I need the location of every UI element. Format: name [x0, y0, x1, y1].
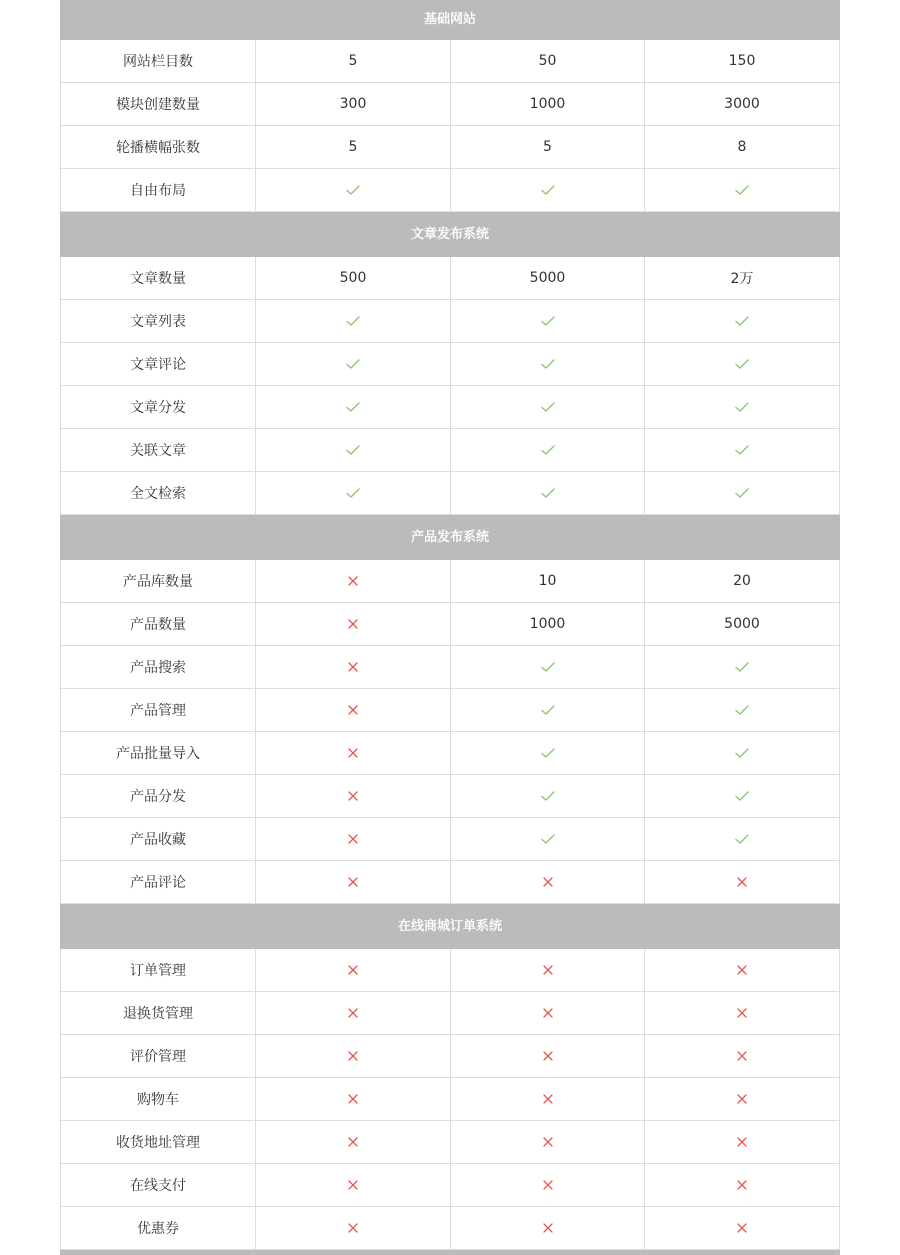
plan-cell [255, 861, 450, 903]
plan-cell [644, 1035, 840, 1077]
plan-value: 10 [450, 560, 644, 602]
check-icon [345, 313, 361, 329]
feature-label: 产品数量 [60, 603, 255, 645]
plan-cell [644, 169, 840, 211]
feature-label: 产品分发 [60, 775, 255, 817]
plan-cell [644, 646, 840, 688]
plan-cell [450, 732, 644, 774]
table-row [60, 429, 840, 472]
cross-icon [540, 1177, 556, 1193]
table-row [60, 1121, 840, 1164]
feature-label: 轮播横幅张数 [60, 126, 255, 168]
plan-cell [255, 1121, 450, 1163]
feature-label: 全文检索 [60, 472, 255, 514]
table-row [60, 1035, 840, 1078]
plan-cell [644, 1078, 840, 1120]
plan-cell [450, 1078, 644, 1120]
check-icon [540, 182, 556, 198]
cross-icon [540, 1134, 556, 1150]
plan-cell [255, 949, 450, 991]
feature-label: 模块创建数量 [60, 83, 255, 125]
section-header: 产品发布系统 [60, 515, 840, 560]
table-row [60, 775, 840, 818]
check-icon [734, 442, 750, 458]
feature-label: 文章分发 [60, 386, 255, 428]
plan-cell [450, 992, 644, 1034]
feature-label: 自由布局 [60, 169, 255, 211]
check-icon [540, 831, 556, 847]
plan-cell [255, 818, 450, 860]
table-row [60, 646, 840, 689]
plan-value: 20 [644, 560, 840, 602]
plan-cell [450, 1207, 644, 1249]
feature-label: 文章数量 [60, 257, 255, 299]
check-icon [734, 831, 750, 847]
cross-icon [734, 874, 750, 890]
plan-value: 50 [450, 40, 644, 82]
check-icon [540, 745, 556, 761]
plan-cell [255, 732, 450, 774]
cross-icon [540, 1048, 556, 1064]
check-icon [540, 399, 556, 415]
plan-cell [255, 343, 450, 385]
check-icon [734, 182, 750, 198]
table-row [60, 861, 840, 904]
plan-cell [255, 1078, 450, 1120]
check-icon [345, 485, 361, 501]
plan-value: 500 [255, 257, 450, 299]
check-icon [540, 356, 556, 372]
cross-icon [345, 745, 361, 761]
check-icon [734, 485, 750, 501]
table-row [60, 343, 840, 386]
plan-cell [450, 386, 644, 428]
plan-cell [255, 429, 450, 471]
plan-cell [450, 300, 644, 342]
table-row [60, 472, 840, 515]
cross-icon [734, 1005, 750, 1021]
section-header: 文章发布系统 [60, 212, 840, 257]
table-row [60, 386, 840, 429]
plan-value: 5 [255, 126, 450, 168]
plan-cell [450, 646, 644, 688]
check-icon [734, 745, 750, 761]
check-icon [345, 399, 361, 415]
feature-label: 评价管理 [60, 1035, 255, 1077]
plan-cell [255, 169, 450, 211]
cross-icon [540, 1005, 556, 1021]
plan-cell [644, 472, 840, 514]
cross-icon [345, 1048, 361, 1064]
plan-cell [255, 386, 450, 428]
plan-value: 5000 [644, 603, 840, 645]
cross-icon [734, 1220, 750, 1236]
check-icon [734, 356, 750, 372]
table-row [60, 732, 840, 775]
section-header: 基础网站 [60, 0, 840, 40]
feature-label: 产品评论 [60, 861, 255, 903]
feature-label: 产品库数量 [60, 560, 255, 602]
feature-label: 网站栏目数 [60, 40, 255, 82]
plan-cell [450, 818, 644, 860]
plan-cell [450, 775, 644, 817]
cross-icon [734, 1134, 750, 1150]
plan-cell [450, 472, 644, 514]
table-row [60, 257, 840, 300]
plan-cell [255, 1164, 450, 1206]
plan-value: 3000 [644, 83, 840, 125]
plan-cell [644, 300, 840, 342]
cross-icon [540, 962, 556, 978]
cross-icon [734, 1091, 750, 1107]
check-icon [734, 399, 750, 415]
plan-cell [450, 1035, 644, 1077]
plan-cell [255, 1207, 450, 1249]
feature-label: 文章列表 [60, 300, 255, 342]
feature-label: 订单管理 [60, 949, 255, 991]
plan-cell [255, 472, 450, 514]
cross-icon [345, 1091, 361, 1107]
cross-icon [345, 874, 361, 890]
cross-icon [345, 788, 361, 804]
cross-icon [345, 1177, 361, 1193]
plan-cell [450, 1164, 644, 1206]
plan-cell [255, 775, 450, 817]
cross-icon [345, 831, 361, 847]
feature-label: 产品管理 [60, 689, 255, 731]
cross-icon [540, 1220, 556, 1236]
plan-cell [644, 1164, 840, 1206]
table-row [60, 40, 840, 83]
plan-cell [255, 1035, 450, 1077]
check-icon [734, 313, 750, 329]
cross-icon [540, 1091, 556, 1107]
plan-cell [644, 429, 840, 471]
feature-label: 优惠券 [60, 1207, 255, 1249]
cross-icon [734, 1048, 750, 1064]
plan-cell [644, 1121, 840, 1163]
cross-icon [540, 874, 556, 890]
plan-cell [255, 300, 450, 342]
feature-label: 购物车 [60, 1078, 255, 1120]
table-bottom-bar [60, 1250, 840, 1255]
check-icon [734, 702, 750, 718]
plan-cell [644, 861, 840, 903]
plan-cell [255, 689, 450, 731]
plan-value: 300 [255, 83, 450, 125]
cross-icon [345, 1220, 361, 1236]
check-icon [734, 788, 750, 804]
table-row [60, 1207, 840, 1250]
feature-label: 产品搜索 [60, 646, 255, 688]
plan-value: 150 [644, 40, 840, 82]
plan-value: 2万 [644, 257, 840, 299]
feature-label: 文章评论 [60, 343, 255, 385]
plan-value: 5000 [450, 257, 644, 299]
plan-value: 1000 [450, 603, 644, 645]
cross-icon [345, 1134, 361, 1150]
plan-cell [644, 992, 840, 1034]
check-icon [540, 702, 556, 718]
plan-cell [450, 343, 644, 385]
plan-cell [255, 603, 450, 645]
table-row [60, 949, 840, 992]
check-icon [540, 313, 556, 329]
feature-label: 产品批量导入 [60, 732, 255, 774]
plan-cell [450, 949, 644, 991]
plan-value: 5 [255, 40, 450, 82]
check-icon [734, 659, 750, 675]
plan-cell [450, 169, 644, 211]
feature-label: 在线支付 [60, 1164, 255, 1206]
table-row [60, 818, 840, 861]
check-icon [345, 356, 361, 372]
feature-label: 产品收藏 [60, 818, 255, 860]
table-row [60, 992, 840, 1035]
feature-label: 关联文章 [60, 429, 255, 471]
plan-cell [255, 992, 450, 1034]
table-row [60, 169, 840, 212]
check-icon [540, 485, 556, 501]
plan-cell [644, 775, 840, 817]
plan-cell [644, 1207, 840, 1249]
table-row [60, 1164, 840, 1207]
table-row [60, 1078, 840, 1121]
plan-cell [644, 689, 840, 731]
plan-value: 5 [450, 126, 644, 168]
plan-cell [450, 1121, 644, 1163]
plan-cell [644, 732, 840, 774]
table-row [60, 603, 840, 646]
cross-icon [345, 702, 361, 718]
check-icon [540, 442, 556, 458]
table-row [60, 689, 840, 732]
plan-cell [255, 646, 450, 688]
cross-icon [345, 573, 361, 589]
plan-cell [644, 949, 840, 991]
table-row [60, 126, 840, 169]
plan-value: 8 [644, 126, 840, 168]
check-icon [345, 442, 361, 458]
cross-icon [734, 1177, 750, 1193]
plan-cell [450, 861, 644, 903]
table-row [60, 300, 840, 343]
cross-icon [345, 962, 361, 978]
plan-cell [644, 343, 840, 385]
feature-label: 退换货管理 [60, 992, 255, 1034]
plan-cell [450, 429, 644, 471]
cross-icon [345, 1005, 361, 1021]
table-row [60, 83, 840, 126]
cross-icon [345, 659, 361, 675]
plan-cell [644, 818, 840, 860]
cross-icon [345, 616, 361, 632]
cross-icon [734, 962, 750, 978]
check-icon [345, 182, 361, 198]
plan-cell [450, 689, 644, 731]
feature-label: 收货地址管理 [60, 1121, 255, 1163]
table-row [60, 560, 840, 603]
section-header: 在线商城订单系统 [60, 904, 840, 949]
plan-cell [255, 560, 450, 602]
plan-value: 1000 [450, 83, 644, 125]
feature-comparison-table [60, 0, 840, 1250]
check-icon [540, 659, 556, 675]
plan-cell [644, 386, 840, 428]
check-icon [540, 788, 556, 804]
